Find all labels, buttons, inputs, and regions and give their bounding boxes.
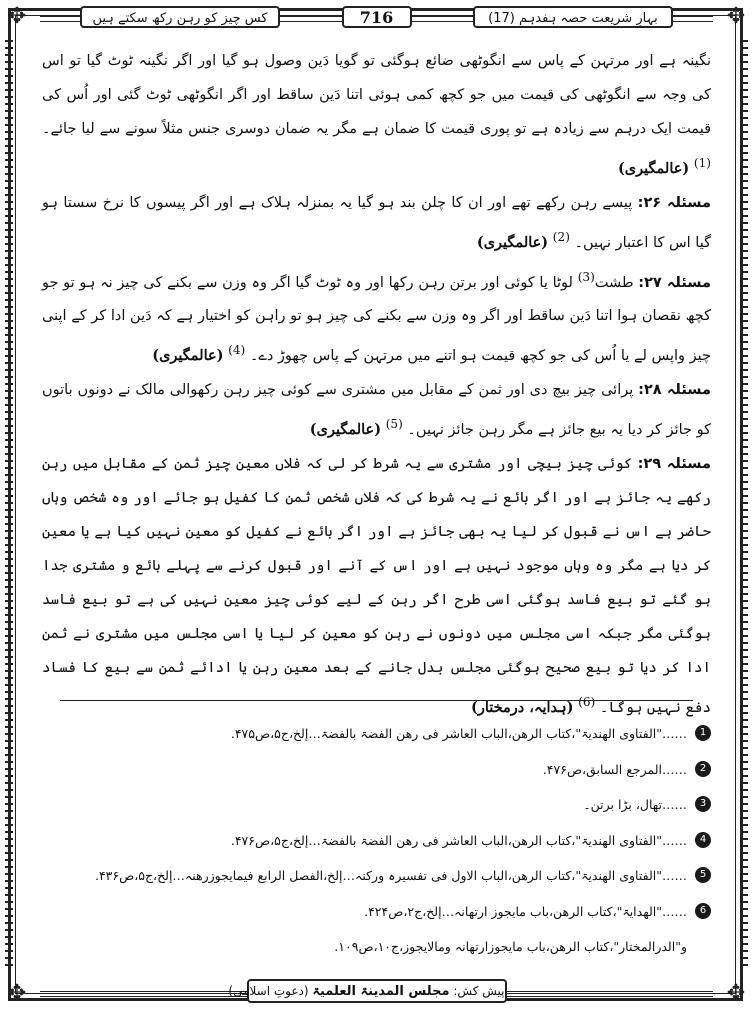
paragraph-text: پرائی چیز بیچ دی اور ثمن کے مقابل میں مشتری سے کوئی چیز رہن رکھوالی مالک نے دونوں باتوں کو جائز کر دیا یہ بیع جائز ہے مگر رہن جائز نہیں۔ (42, 382, 711, 439)
book-title: بہارِ شریعت حصہ ہفدہم (17) (473, 6, 673, 28)
corner-ornament-icon: ✥ (7, 4, 27, 29)
masala-26 (42, 186, 711, 260)
corner-ornament-icon: ✥ (726, 4, 746, 29)
publisher-box (228, 979, 507, 1003)
footnote-item (42, 823, 711, 859)
reference-citation: (عالمگیری) (152, 347, 224, 365)
footnote-item (42, 716, 711, 752)
reference-citation: (عالمگیری) (476, 233, 549, 251)
footnote-separator (60, 700, 693, 701)
footnote-item (42, 787, 711, 823)
main-text (42, 44, 711, 725)
masala-28 (42, 373, 711, 447)
footnote-text: ……"الھدایۃ"،کتاب الرھن،باب مایجوز ارتھانہ…إلخ،ج۲،ص۴۲۴. (364, 903, 687, 919)
footnote-item (42, 752, 711, 788)
footnote-number: 5 (695, 867, 711, 883)
footnote-marker[interactable]: (2) (552, 229, 570, 244)
border-ornament-right (740, 40, 748, 971)
publisher-name: مجلس المدینۃ العلمیۃ (312, 984, 450, 999)
masala-29 (42, 447, 711, 725)
footnote-marker[interactable]: (3) (577, 269, 595, 284)
masala-label: مسئلہ ۲۸: (638, 382, 712, 399)
masala-27 (42, 260, 711, 374)
footnote-text: ……"الفتاوی الھندیۃ"،کتاب الرھن،الباب الاول فی تفسیرہ ورکنہ…إلخ،الفصل الرابع فیمایجوزرھنہ…إلخ،ج۵،ص۴۳۶. (94, 868, 687, 883)
paragraph-text: کوئی چیز بیچی اور مشتری سے یہ شرط کر لی کہ فلاں معین چیز ثمن کے مقابل میں رہن رکھے یہ جائز ہے اور اگر بائع نے یہ شرط کی کہ فلاں شخص ثمن کا کفیل ہو جائے اور وہ شخص وہاں حاضر ہے اس نے قبول کر لیا یہ بھی جائز ہے اور اگر بائع نے کفیل کو معین نہیں کیا ہے یا معین کر دیا ہے مگر وہ وہاں موجود نہیں ہے اور اس کے آنے اور قبول کرنے سے پہلے بائع و مشتری جدا ہو گئے تو بیع فاسد ہوگئی اسی طرح اگر رہن کے لیے کوئی چیز معین نہیں کی ہے تو بیع فاسد ہوگئی مگر جبکہ اسی مجلس میں دونوں نے رہن کو معین کر لیا یا اسی مجلس میں مشتری نے ثمن ادا کر دیا تو بیع صحیح ہوگئی مجلس بدل جانے کے بعد معین رہن یا ادائے ثمن سے بیع کا فساد دفع نہیں ہوگا۔ (42, 456, 711, 716)
footnote-marker[interactable]: (1) (693, 156, 711, 170)
reference-citation: (ہدایہ، درمختار) (470, 698, 574, 716)
corner-ornament-icon: ✥ (726, 981, 746, 1006)
footnote-marker[interactable]: (4) (228, 343, 246, 358)
footnote-number: 6 (695, 903, 711, 919)
footnote-item (42, 894, 711, 930)
page-footer (40, 979, 713, 1005)
paragraph-text: نگینہ ہے اور مرتہن کے پاس سے انگوٹھی ضائع ہوگئی تو گویا دَین وصول ہو گیا اور اگر نگینہ ٹوٹ گیا تو اس کی وجہ سے انگوٹھی کی قیمت میں جو کچھ کمی ہوئی اتنا دَین ساقط اور اگر انگوٹھی ٹوٹ گئی اور اُس کی قیمت ایک درہم سے زیادہ ہے تو پوری قیمت کا ضمان ہے مگر یہ ضمان دوسری جنس مثلاً سونے سے لیا جائے۔ (42, 53, 711, 137)
footnote-number: 2 (695, 761, 711, 777)
chapter-title: کس چیز کو رہن رکھ سکتے ہیں (80, 6, 280, 28)
paragraph-intro (42, 44, 711, 186)
paragraph-text: طشت (594, 274, 634, 291)
footnote-marker[interactable]: (5) (385, 417, 403, 432)
page-header (40, 6, 713, 30)
footer-prefix: پیش کش: (453, 984, 505, 998)
reference-citation: (عالمگیری) (617, 159, 690, 177)
footnotes (42, 716, 711, 965)
footnote-text: ……"الفتاوی الھندیۃ"،کتاب الرھن،الباب العاشر فی رھن الفضۃ بالفضۃ…إلخ،ج۵،ص۴۷۵. (230, 726, 687, 741)
footnote-text: ……المرجع السابق،ص۴۷۶. (542, 761, 687, 777)
footnote-item-continuation (42, 929, 711, 965)
footnote-number: 1 (695, 725, 711, 741)
footnote-text: ……"الفتاوی الھندیۃ"،کتاب الرھن،الباب العاشر فی رھن الفضۃ بالفضۃ…إلخ،ج۵،ص۴۷۶. (230, 832, 687, 848)
reference-citation: (عالمگیری) (309, 421, 382, 439)
masala-label: مسئلہ ۲۷: (638, 274, 711, 291)
footnote-number: 3 (695, 796, 711, 812)
footnote-text: و"الدرالمختار"،کتاب الرھن،باب مایجوزارتھانہ ومالایجوز،ج۱۰،ص۱۰۹. (334, 939, 687, 954)
footnote-marker[interactable]: (6) (578, 695, 596, 710)
footnote-item (42, 858, 711, 894)
masala-label: مسئلہ ۲۶: (637, 194, 712, 211)
page-number: 716 (342, 6, 412, 28)
paragraph-text: لوٹا یا کوئی اور برتن رہن رکھا اور وہ ٹوٹ گیا اگر وہ وزن سے بکنے کی چیز نہ ہو تو جو کچھ نقصان ہوا اتنا دَین ساقط اور اگر وہ وزن سے بکنے کی چیز ہو تو راہن کو اختیار ہے کہ دَین ادا کر کے اپنی چیز واپس لے یا اُس کی جو کچھ قیمت ہو اتنے میں مرتہن کے پاس چھوڑ دے۔ (42, 274, 711, 365)
corner-ornament-icon: ✥ (7, 981, 27, 1006)
publisher-suffix: (دعوتِ اسلامی) (228, 984, 309, 998)
border-ornament-left (5, 40, 13, 971)
footnote-text: ……تھال، بڑا برتن۔ (583, 797, 687, 812)
footnote-number: 4 (695, 832, 711, 848)
masala-label: مسئلہ ۲۹: (637, 456, 711, 473)
paragraph-text: پیسے رہن رکھے تھے اور ان کا چلن بند ہو گیا یہ بمنزلہ ہلاک ہے اور اگر پیسوں کا نرخ سستا ہو گیا اس کا اعتبار نہیں۔ (42, 194, 711, 251)
